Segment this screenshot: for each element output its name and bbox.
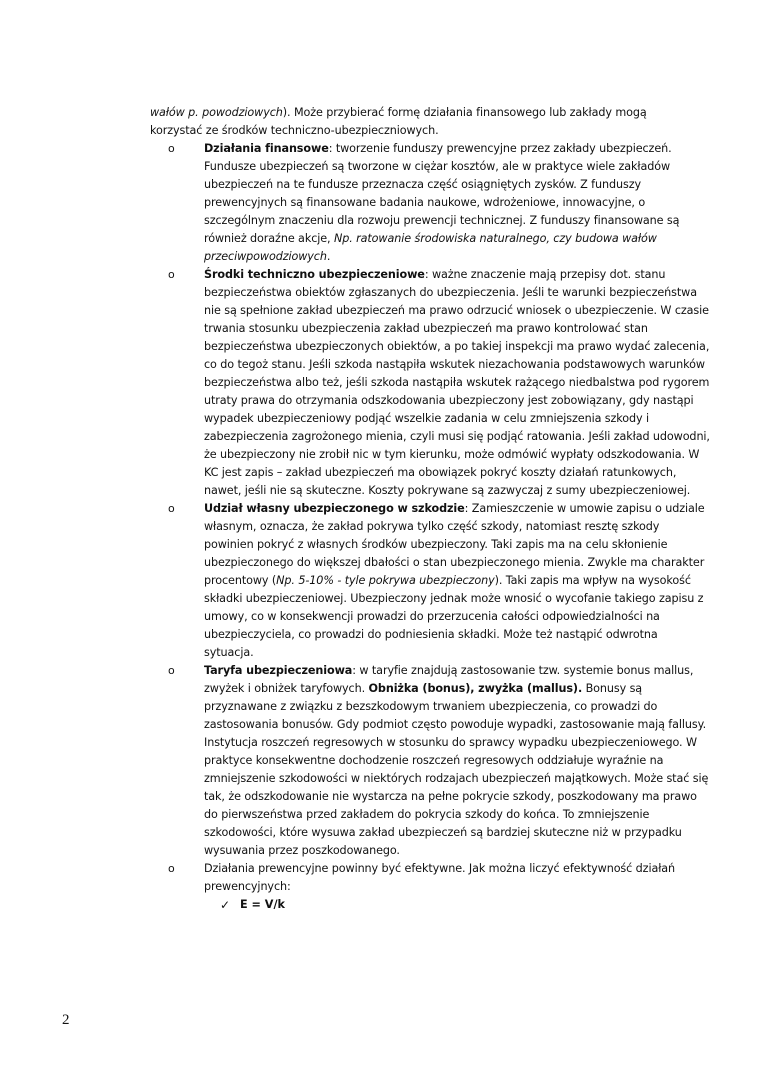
checkmark-icon: ✓ [220,898,231,912]
intro-paragraph [150,104,700,140]
intro-italic: wałów p. powodziowych [150,106,283,119]
item-text: Działania prewencyjne powinny być efektywne. Jak można liczyć efektywność działań prewencyjnych: [204,862,676,893]
item-after: . [326,250,331,263]
list-item [150,662,710,860]
item-text: : Zamieszczenie w umowie zapisu o udziale własnym, oznacza, że zakład pokrywa tylko część szkody, natomiast resztę szkody powinien pokryć z własnych środków ubezpieczony. Taki zapis ma na celu skłonienie ubezpieczonego do większej dbałości o stan ubezpieczonego mienia. Zwykle ma charakter procentowy ( [204,502,705,587]
bullet-list [150,140,710,914]
item-text: : w taryfie znajdują zastosowanie tzw. systemie bonus mallus, zwyżek i obniżek taryfowych. [204,664,694,695]
item-text: : ważne znaczenie mają przepisy dot. stanu bezpieczeństwa obiektów zgłaszanych do ubezpieczenia. Jeśli te warunki bezpieczeństwa nie są spełnione zakład ubezpieczeń ma prawo odrzucić wniosek o ubezpieczenie. W czasie trwania stosunku ubezpieczenia zakład ubezpieczeń ma prawo kontrolować stan bezpieczeństwa ubezpieczonych obiektów, a po takiej inspekcji ma prawo wydać zalecenia, co do tegoż stanu. Jeśli szkoda nastąpiła wskutek niezachowania podstawowych warunków bezpieczeństwa albo też, jeśli szkoda nastąpiła wskutek rażącego niedbalstwa pod rygorem utraty prawa do otrzymania odszkodowania ubezpieczony jest zobowiązany, gdy nastąpi wypadek ubezpieczeniowy podjąć wszelkie zadania w celu zmniejszenia szkody i zabezpieczenia zagrożonego mienia, czyli musi się podjąć ratowania. Jeśli zakład udowodni, że ubezpieczony nie zrobił nic w tym kierunku, może odmówić wypłaty odszkodowania. W KC jest zapis – zakład ubezpieczeń ma obowiązek pokryć koszty działań ratunkowych, nawet, jeśli nie są skuteczne. Koszty pokrywane są zazwyczaj z sumy ubezpieczeniowej. [204,268,710,497]
item-after: ). Taki zapis ma wpływ na wysokość składki ubezpieczeniowej. Ubezpieczony jednak może wnosić o wycofanie takiego zapisu z umowy, co w konsekwencji prowadzi do przerzucenia całości odpowiedzialności na ubezpieczyciela, co prowadzi do podniesienia składki. Może też nastąpić odwrotna sytuacja. [204,574,704,659]
circle-bullet-icon: o [168,862,175,875]
item-italic: Np. 5-10% - tyle pokrywa ubezpieczony [276,574,495,587]
intro-text: ). Może przybierać formę działania finansowego lub zakłady mogą korzystać ze środków techniczno-ubezpieczniowych. [150,106,647,137]
circle-bullet-icon: o [168,268,175,281]
page-number: 2 [62,1012,70,1028]
item-bold: Obniżka (bonus), zwyżka (mallus). [368,682,583,695]
item-term: Taryfa ubezpieczeniowa [204,664,353,677]
item-term: Działania finansowe [204,142,329,155]
item-italic: Np. ratowanie środowiska naturalnego, czy budowa wałów przeciwpowodziowych [204,232,657,263]
formula-text: E = V/k [240,898,285,911]
item-text: : tworzenie funduszy prewencyjne przez zakłady ubezpieczeń. Fundusze ubezpieczeń są tworzone w ciężar kosztów, ale w praktyce wiele zakładów ubezpieczeń na te fundusze przeznacza część osiągniętych zysków. Z funduszy prewencyjnych są finansowane badania naukowe, wdrożeniowe, innowacyjne, o szczególnym znaczeniu dla rozwoju prewencji technicznej. Z funduszy finansowane są również doraźne akcje, [204,142,680,245]
circle-bullet-icon: o [168,502,175,515]
circle-bullet-icon: o [168,664,175,677]
list-item [150,140,710,266]
list-item [150,860,710,896]
list-item [150,266,710,500]
list-item [150,500,710,662]
item-term: Środki techniczno ubezpieczeniowe [204,268,425,281]
circle-bullet-icon: o [168,142,175,155]
item-term: Udział własny ubezpieczonego w szkodzie [204,502,465,515]
formula-item [150,896,710,914]
item-after: Bonusy są przyznawane z związku z bezszkodowym trwaniem ubezpieczenia, co prowadzi do zastosowania bonusów. Gdy podmiot często powoduje wypadki, zastosowanie mają fallusy. Instytucja roszczeń regresowych w stosunku do sprawcy wypadku ubezpieczeniowego. W praktyce konsekwentne dochodzenie roszczeń regresowych oddziałuje wyraźnie na zmniejszenie szkodowości w niektórych rodzajach ubezpieczeń majątkowych. Może stać się tak, że odszkodowanie nie wystarcza na pełne pokrycie szkody, poszkodowany ma prawo do pierwszeństwa przed zakładem do pokrycia szkody do końca. To zmniejszenie szkodowości, które wysuwa zakład ubezpieczeń są bardziej skuteczne niż w przypadku wysuwania przez poszkodowanego. [204,682,709,857]
